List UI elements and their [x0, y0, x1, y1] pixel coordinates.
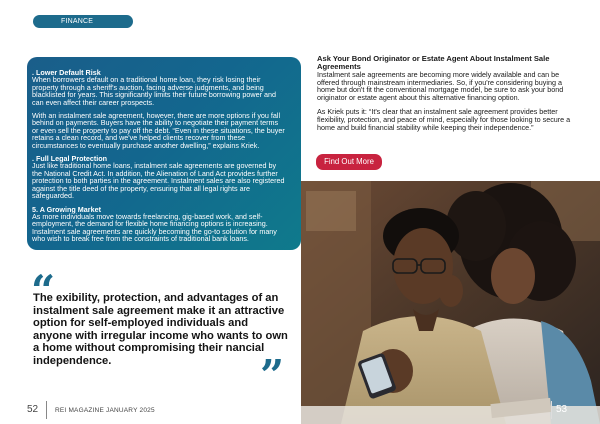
- page-number-right: 53: [556, 404, 568, 415]
- benefit-item: [32, 155, 285, 199]
- footer-divider: [46, 401, 47, 419]
- benefit-item: [32, 69, 285, 149]
- body-paragraph: As Kriek puts it: “It's clear that an instalment sale agreement provides better flexibility, protection, and peace of mind, especially for those looking to secure a home and build financial stability while keeping their independence.”: [317, 107, 571, 132]
- benefit-paragraph: When borrowers default on a traditional home loan, they risk losing their property through a sheriff's auction, facing adverse judgments, and being blacklisted for years. This significantly limits their future borrowing power and can even affect their career prospects.: [32, 75, 276, 107]
- open-quote-icon: “: [31, 266, 56, 315]
- benefit-paragraph: With an instalment sale agreement, however, there are more options if you fall behind on payments. Buyers have the ability to negotiate their payment terms or even sell the property to pay off the debt. “Even in these situations, the buyer retains a clean record, and we've helped clients recover from these circumstances to eventually purchase another dwelling,” explains Kriek.: [32, 111, 285, 150]
- body-paragraph: Instalment sale agreements are becoming more widely available and can be offered through mainstream intermediaries. So, if you're considering buying a home but don't fit the conventional mortgage model, be sure to ask your bond originator or estate agent about this alternative financing option.: [317, 70, 564, 102]
- benefit-heading: 5. A Growing Market: [32, 204, 101, 214]
- magazine-issue: REI MAGAZINE JANUARY 2025: [55, 407, 155, 414]
- benefits-panel: [27, 57, 301, 250]
- find-out-more-button[interactable]: Find Out More: [316, 154, 382, 170]
- benefit-paragraph: Just like traditional home loans, instalment sale agreements are governed by the National Credit Act. In addition, the Alienation of Land Act provides further protection to both parties in the agreement. Instalment sales are also registered against the title deed of the property, ensuring that all legal rights are safeguarded.: [32, 161, 285, 201]
- benefit-heading: . Lower Default Risk: [32, 68, 101, 77]
- photo-illustration: [301, 181, 600, 424]
- close-quote-icon: ”: [260, 351, 285, 400]
- pull-quote: The exibility, protection, and advantages of an instalment sale agreement make it an attractive option for self-employed individuals and anyone with irregular income who wants to own a home without compromising their nancial independence.: [33, 292, 288, 367]
- benefit-heading: . Full Legal Protection: [32, 154, 108, 164]
- benefit-paragraph: As more individuals move towards freelancing, gig-based work, and self-employment, the demand for flexible home financing options is increasing. Instalment sale agreements are quickly becoming the go-to solution for many who wish to break free from the constraints of traditional bank loans.: [32, 211, 277, 244]
- section-heading: Ask Your Bond Originator or Estate Agent About Instalment Sale Agreements: [317, 54, 550, 71]
- benefit-item: [32, 206, 285, 243]
- page-number-left: 52: [27, 404, 39, 415]
- couple-reviewing-phone-photo: [301, 181, 600, 424]
- section-tag: FINANCE: [33, 15, 133, 28]
- right-column: [317, 55, 579, 131]
- footer-divider: [551, 401, 552, 419]
